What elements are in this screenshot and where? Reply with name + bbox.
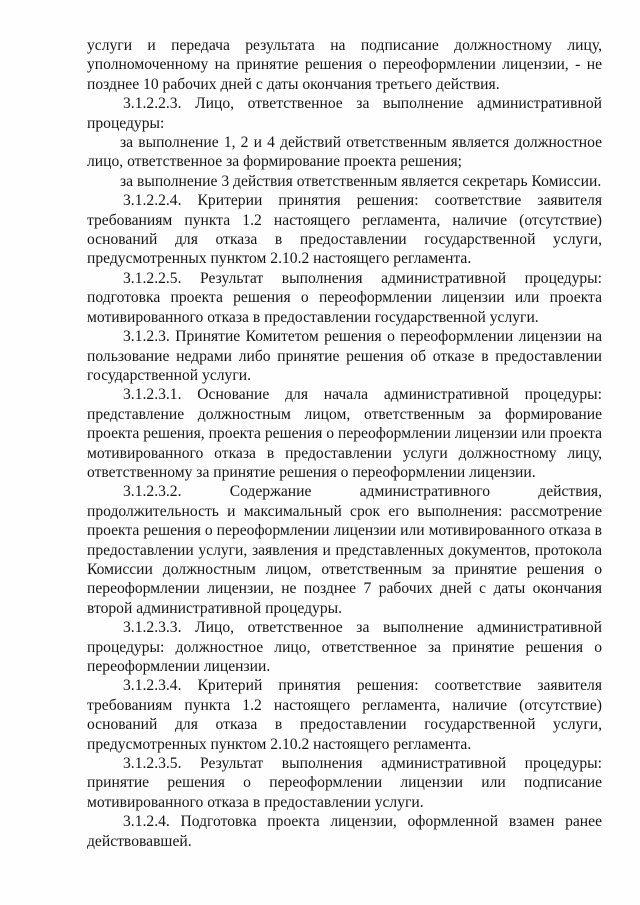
paragraph-responsible-actions-1-2-4: за выполнение 1, 2 и 4 действий ответственным является должностное лицо, ответственное за формирование проекта решения; xyxy=(87,134,602,171)
paragraph-3-1-2-3-4: 3.1.2.3.4. Критерий принятия решения: соответствие заявителя требованиям пункта 1.2 настоящего регламента, наличие (отсутствие) оснований для отказа в предоставлении государственной услуги, предусмотренных пунктом 2.10.2 настоящего регламента. xyxy=(87,677,602,753)
document-body xyxy=(87,36,602,851)
paragraph-3-1-2-3-3: 3.1.2.3.3. Лицо, ответственное за выполнение административной процедуры: должностное лицо, ответственное за принятие решения о переоформлении лицензии. xyxy=(87,619,602,675)
paragraph-3-1-2-2-4: 3.1.2.2.4. Критерии принятия решения: соответствие заявителя требованиям пункта 1.2 настоящего регламента, наличие (отсутствие) оснований для отказа в предоставлении государственной услуги, предусмотренных пунктом 2.10.2 настоящего регламента. xyxy=(87,192,602,268)
paragraph-3-1-2-3: 3.1.2.3. Принятие Комитетом решения о переоформлении лицензии на пользование недрами либо принятие решения об отказе в предоставлении государственной услуги. xyxy=(87,328,602,384)
paragraph-3-1-2-2-3: 3.1.2.2.3. Лицо, ответственное за выполнение административной процедуры: xyxy=(87,95,602,132)
paragraph-3-1-2-3-5: 3.1.2.3.5. Результат выполнения административной процедуры: принятие решения о переоформлении лицензии или подписание мотивированного отказа в предоставлении услуги. xyxy=(87,755,602,811)
paragraph-3-1-2-4: 3.1.2.4. Подготовка проекта лицензии, оформленной взамен ранее действовавшей. xyxy=(87,813,602,850)
paragraph-3-1-2-3-1: 3.1.2.3.1. Основание для начала административной процедуры: представление должностным лицом, ответственным за формирование проекта решения, проекта решения о переоформлении лицензии или проекта мотивированного отказа в предоставлении услуги должностному лицу, ответственному за принятие решения о переоформлении лицензии. xyxy=(87,386,602,481)
paragraph-3-1-2-3-2: 3.1.2.3.2. Содержание административного действия, продолжительность и максимальный срок его выполнения: рассмотрение проекта решения о переоформлении лицензии или мотивированного отказа в предоставлении услуги, заявления и представленных документов, протокола Комиссии должностным лицом, ответственным за принятие решения о переоформлении лицензии, не позднее 7 рабочих дней с даты окончания второй административной процедуры. xyxy=(87,483,602,617)
paragraph-3-1-2-2-5: 3.1.2.2.5. Результат выполнения административной процедуры: подготовка проекта решения о переоформлении лицензии или проекта мотивированного отказа в предоставлении государственной услуги. xyxy=(87,269,602,326)
paragraph-responsible-action-3: за выполнение 3 действия ответственным является секретарь Комиссии. xyxy=(120,172,602,190)
paragraph-continuation: услуги и передача результата на подписание должностному лицу, уполномоченному на принятие решения о переоформлении лицензии, - не позднее 10 рабочих дней с даты окончания третьего действия. xyxy=(87,37,602,93)
